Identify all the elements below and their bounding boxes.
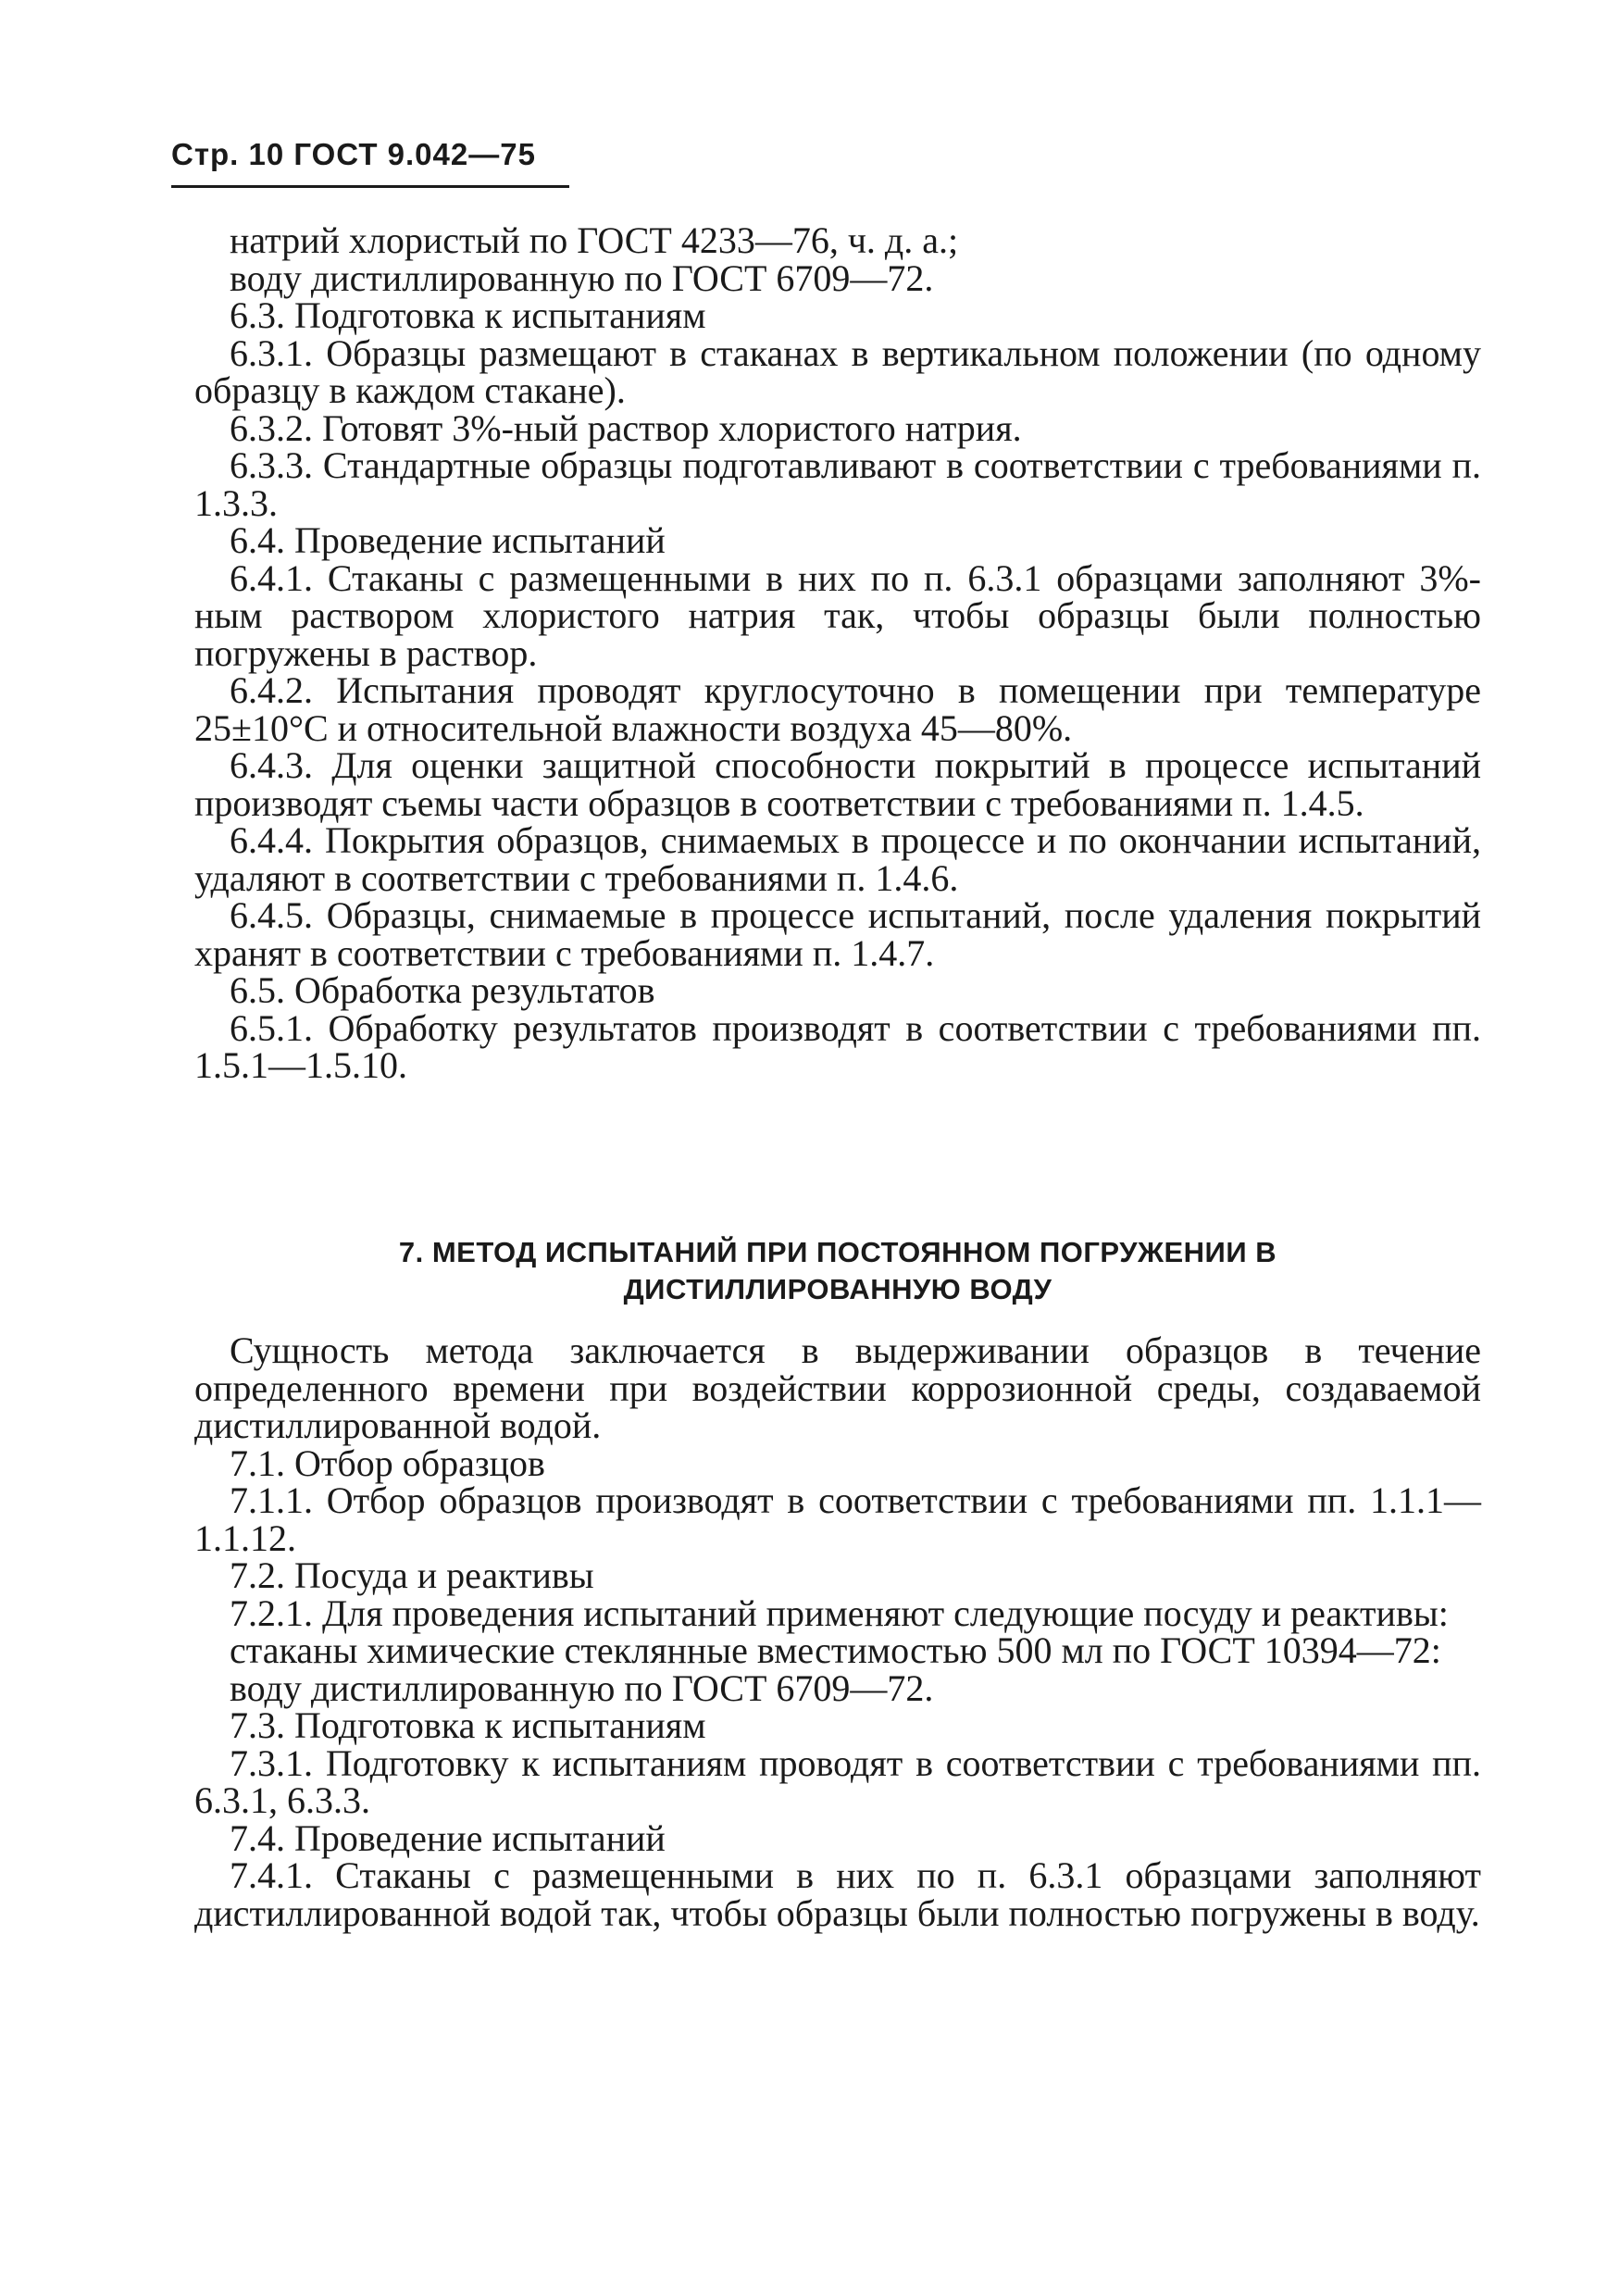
paragraph: натрий хлористый по ГОСТ 4233—76, ч. д. а.; xyxy=(230,219,959,261)
subsection-title: 6.4. Проведение испытаний xyxy=(230,519,666,561)
section-7-heading-line1: 7. МЕТОД ИСПЫТАНИЙ ПРИ ПОСТОЯННОМ ПОГРУЖЕНИИ В xyxy=(398,1236,1277,1268)
paragraph: 6.3.3. Стандартные образцы подготавливают в соответствии с требованиями п. 1.3.3. xyxy=(194,444,1481,524)
paragraph: 7.1.1. Отбор образцов производят в соответствии с требованиями пп. 1.1.1—1.1.12. xyxy=(194,1479,1481,1559)
section-7-heading xyxy=(231,1234,1444,1308)
paragraph: 6.3.2. Готовят 3%-ный раствор хлористого натрия. xyxy=(230,406,1022,449)
paragraph: стаканы химические стеклянные вместимостью 500 мл по ГОСТ 10394—72: xyxy=(230,1629,1441,1671)
paragraph: 6.4.1. Стаканы с размещенными в них по п. 6.3.1 образцами заполняют 3%-ным раствором хлористого натрия так, чтобы образцы были полностью погружены в раствор. xyxy=(194,556,1481,674)
paragraph: 6.5.1. Обработку результатов производят в соответствии с требованиями пп. 1.5.1—1.5.10. xyxy=(194,1006,1481,1086)
subsection-title: 7.1. Отбор образцов xyxy=(230,1441,545,1484)
subsection-title: 7.2. Посуда и реактивы xyxy=(230,1554,594,1596)
section-7-heading-line2: ДИСТИЛЛИРОВАННУЮ ВОДУ xyxy=(623,1273,1052,1305)
subsection-title: 7.3. Подготовка к испытаниям xyxy=(230,1704,706,1746)
subsection-title: 6.5. Обработка результатов xyxy=(230,969,655,1011)
paragraph: 6.4.3. Для оценки защитной способности покрытий в процессе испытаний производят съемы части образцов в соответствии с требованиями п. 1.4.5. xyxy=(194,744,1481,824)
paragraph: 7.3.1. Подготовку к испытаниям проводят в соответствии с требованиями пп. 6.3.1, 6.3.3. xyxy=(194,1741,1481,1821)
paragraph: 6.4.2. Испытания проводят круглосуточно в помещении при температуре 25±10°С и относительной влажности воздуха 45—80%. xyxy=(194,669,1481,749)
paragraph: Сущность метода заключается в выдерживании образцов в течение определенного времени при воздействии коррозионной среды, создаваемой дистиллированной водой. xyxy=(194,1329,1481,1446)
paragraph: 6.3.1. Образцы размещают в стаканах в вертикальном положении (по одному образцу в каждом стакане). xyxy=(194,331,1481,411)
subsection-title: 7.4. Проведение испытаний xyxy=(230,1816,666,1859)
paragraph: 7.4.1. Стаканы с размещенными в них по п. 6.3.1 образцами заполняют дистиллированной водой так, чтобы образцы были полностью погружены в воду. xyxy=(194,1854,1481,1934)
header-rule xyxy=(171,185,569,188)
page-header: Стр. 10 ГОСТ 9.042—75 xyxy=(171,137,536,171)
paragraph: воду дистиллированную по ГОСТ 6709—72. xyxy=(230,1666,934,1709)
paragraph: 6.4.5. Образцы, снимаемые в процессе испытаний, после удаления покрытий хранят в соответствии с требованиями п. 1.4.7. xyxy=(194,894,1481,974)
paragraph: воду дистиллированную по ГОСТ 6709—72. xyxy=(230,256,934,299)
section-6-text xyxy=(194,219,1481,1086)
paragraph: 7.2.1. Для проведения испытаний применяют следующие посуду и реактивы: xyxy=(230,1591,1449,1634)
section-7-text xyxy=(194,1329,1481,1934)
paragraph: 6.4.4. Покрытия образцов, снимаемых в процессе и по окончании испытаний, удаляют в соответствии с требованиями п. 1.4.6. xyxy=(194,819,1481,899)
subsection-title: 6.3. Подготовка к испытаниям xyxy=(230,294,706,336)
